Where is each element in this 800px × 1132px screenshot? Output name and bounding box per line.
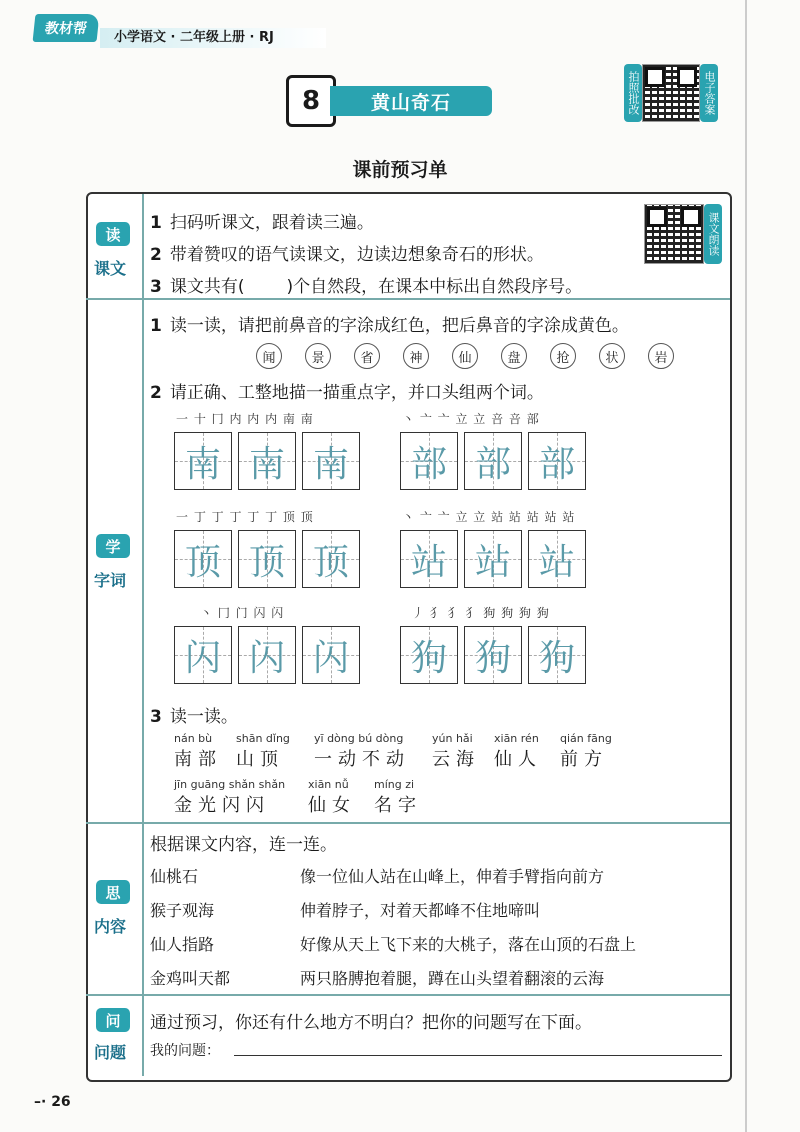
match-left-item[interactable]: 仙人指路 (150, 935, 215, 954)
stroke-order: 一 十 冂 内 内 内 南 南 (176, 412, 314, 426)
stroke-order: 丿 犭 犭 犭 狗 狗 狗 狗 (412, 606, 550, 620)
match-left-item[interactable]: 金鸡叫天都 (150, 969, 231, 988)
match-right-item[interactable]: 伸着脖子，对着天都峰不住地啼叫 (300, 901, 541, 920)
tracing-grid[interactable] (400, 626, 586, 684)
color-char-row (256, 343, 674, 369)
row-divider (86, 994, 730, 996)
stroke-order: 丶 亠 亠 立 立 咅 咅 部 (402, 412, 540, 426)
tracing-grid[interactable] (400, 530, 586, 588)
brand-tag: 教材帮 (33, 14, 100, 42)
pinyin-word: qián fāng 前方 (560, 732, 612, 770)
pinyin-word: shān dǐng 山顶 (236, 732, 290, 770)
section-tag-ask: 问 (96, 1008, 130, 1032)
pinyin-word: xiān nǚ 仙女 (308, 778, 356, 816)
question-answer-line[interactable] (234, 1055, 722, 1056)
think-instruction: 根据课文内容，连一连。 (150, 835, 337, 855)
lesson-title: 黄山奇石 (330, 86, 492, 116)
tracing-cell[interactable]: 南 (238, 432, 296, 490)
match-left-item[interactable]: 仙桃石 (150, 867, 199, 886)
words-q3: 3 读一读。 (150, 707, 238, 727)
sheet-side-column (86, 194, 144, 1076)
lesson-number: 8 (286, 75, 336, 127)
row-divider (86, 298, 730, 300)
tracing-cell[interactable]: 顶 (174, 530, 232, 588)
read-item-3: 3 课文共有( )个自然段，在课本中标出自然段序号。 (150, 277, 583, 297)
stroke-order: 丶 亠 亠 立 立 站 站 站 站 站 (402, 510, 576, 524)
match-right-item[interactable]: 两只胳膊抱着腿，蹲在山头望着翻滚的云海 (300, 969, 605, 988)
section-tag-words: 学 (96, 534, 130, 558)
char-circle[interactable]: 仙 (452, 343, 478, 369)
section-label-words: 字词 (94, 571, 127, 590)
tracing-grid[interactable] (400, 432, 586, 490)
match-right-item[interactable]: 好像从天上飞下来的大桃子，落在山顶的石盘上 (300, 935, 637, 954)
tracing-grid[interactable] (174, 626, 360, 684)
tracing-cell[interactable]: 站 (528, 530, 586, 588)
page-title: 课前预习单 (352, 159, 448, 181)
tracing-cell[interactable]: 闪 (238, 626, 296, 684)
pinyin-word: nán bù 南部 (174, 732, 222, 770)
char-circle[interactable]: 盘 (501, 343, 527, 369)
read-item-2: 2 带着赞叹的语气读课文，边读边想象奇石的形状。 (150, 245, 544, 265)
tracing-cell[interactable]: 南 (302, 432, 360, 490)
char-circle[interactable]: 景 (305, 343, 331, 369)
answer-qr-block[interactable] (624, 64, 718, 122)
tracing-cell[interactable]: 南 (174, 432, 232, 490)
pinyin-word: yún hǎi 云海 (432, 732, 480, 770)
row-divider (86, 822, 730, 824)
section-tag-think: 思 (96, 880, 130, 904)
pinyin-word: míng zi 名字 (374, 778, 422, 816)
tracing-grid[interactable] (174, 530, 360, 588)
qr-left-label: 拍照批改 (624, 64, 642, 122)
tracing-cell[interactable]: 站 (464, 530, 522, 588)
match-right-item[interactable]: 像一位仙人站在山峰上，伸着手臂指向前方 (300, 867, 605, 886)
question-prompt: 我的问题： (150, 1043, 220, 1059)
pinyin-word: jīn guāng shǎn shǎn 金光闪闪 (174, 778, 286, 816)
tracing-cell[interactable]: 站 (400, 530, 458, 588)
char-circle[interactable]: 闻 (256, 343, 282, 369)
tracing-cell[interactable]: 顶 (302, 530, 360, 588)
tracing-cell[interactable]: 部 (528, 432, 586, 490)
tracing-cell[interactable]: 部 (464, 432, 522, 490)
tracing-cell[interactable]: 狗 (528, 626, 586, 684)
read-item-1: 1 扫码听课文，跟着读三遍。 (150, 213, 374, 233)
reading-qr-block[interactable] (644, 204, 722, 264)
words-q2: 2 请正确、工整地描一描重点字，并口头组两个词。 (150, 383, 544, 403)
char-circle[interactable]: 岩 (648, 343, 674, 369)
char-circle[interactable]: 省 (354, 343, 380, 369)
qr-reading-label: 课文朗读 (704, 204, 722, 264)
tracing-cell[interactable]: 顶 (238, 530, 296, 588)
pinyin-word: yī dòng bú dòng 一动不动 (314, 732, 410, 770)
tracing-cell[interactable]: 闪 (302, 626, 360, 684)
pinyin-word: xiān rén 仙人 (494, 732, 542, 770)
stroke-order: 丶 冂 门 闪 闪 (200, 606, 285, 620)
tracing-grid[interactable] (174, 432, 360, 490)
char-circle[interactable]: 神 (403, 343, 429, 369)
section-label-think: 内容 (94, 917, 127, 936)
tracing-cell[interactable]: 部 (400, 432, 458, 490)
section-label-read: 课文 (94, 259, 127, 278)
section-tag-read: 读 (96, 222, 130, 246)
qr-code-icon[interactable] (644, 204, 704, 264)
page-number: –· 26 (34, 1094, 71, 1110)
stroke-order: 一 丁 丁 丁 丁 丁 顶 顶 (176, 510, 314, 524)
char-circle[interactable]: 状 (599, 343, 625, 369)
char-circle[interactable]: 抢 (550, 343, 576, 369)
tracing-cell[interactable]: 狗 (400, 626, 458, 684)
series-title: 小学语文 · 二年级上册 · RJ (100, 28, 326, 48)
tracing-cell[interactable]: 闪 (174, 626, 232, 684)
words-q1: 1 读一读，请把前鼻音的字涂成红色，把后鼻音的字涂成黄色。 (150, 316, 629, 336)
qr-code-icon[interactable] (642, 64, 700, 122)
match-left-item[interactable]: 猴子观海 (150, 901, 215, 920)
ask-instruction: 通过预习，你还有什么地方不明白？把你的问题写在下面。 (150, 1013, 592, 1033)
section-label-ask: 问题 (94, 1043, 127, 1062)
tracing-cell[interactable]: 狗 (464, 626, 522, 684)
qr-right-label: 电子答案 (700, 64, 718, 122)
